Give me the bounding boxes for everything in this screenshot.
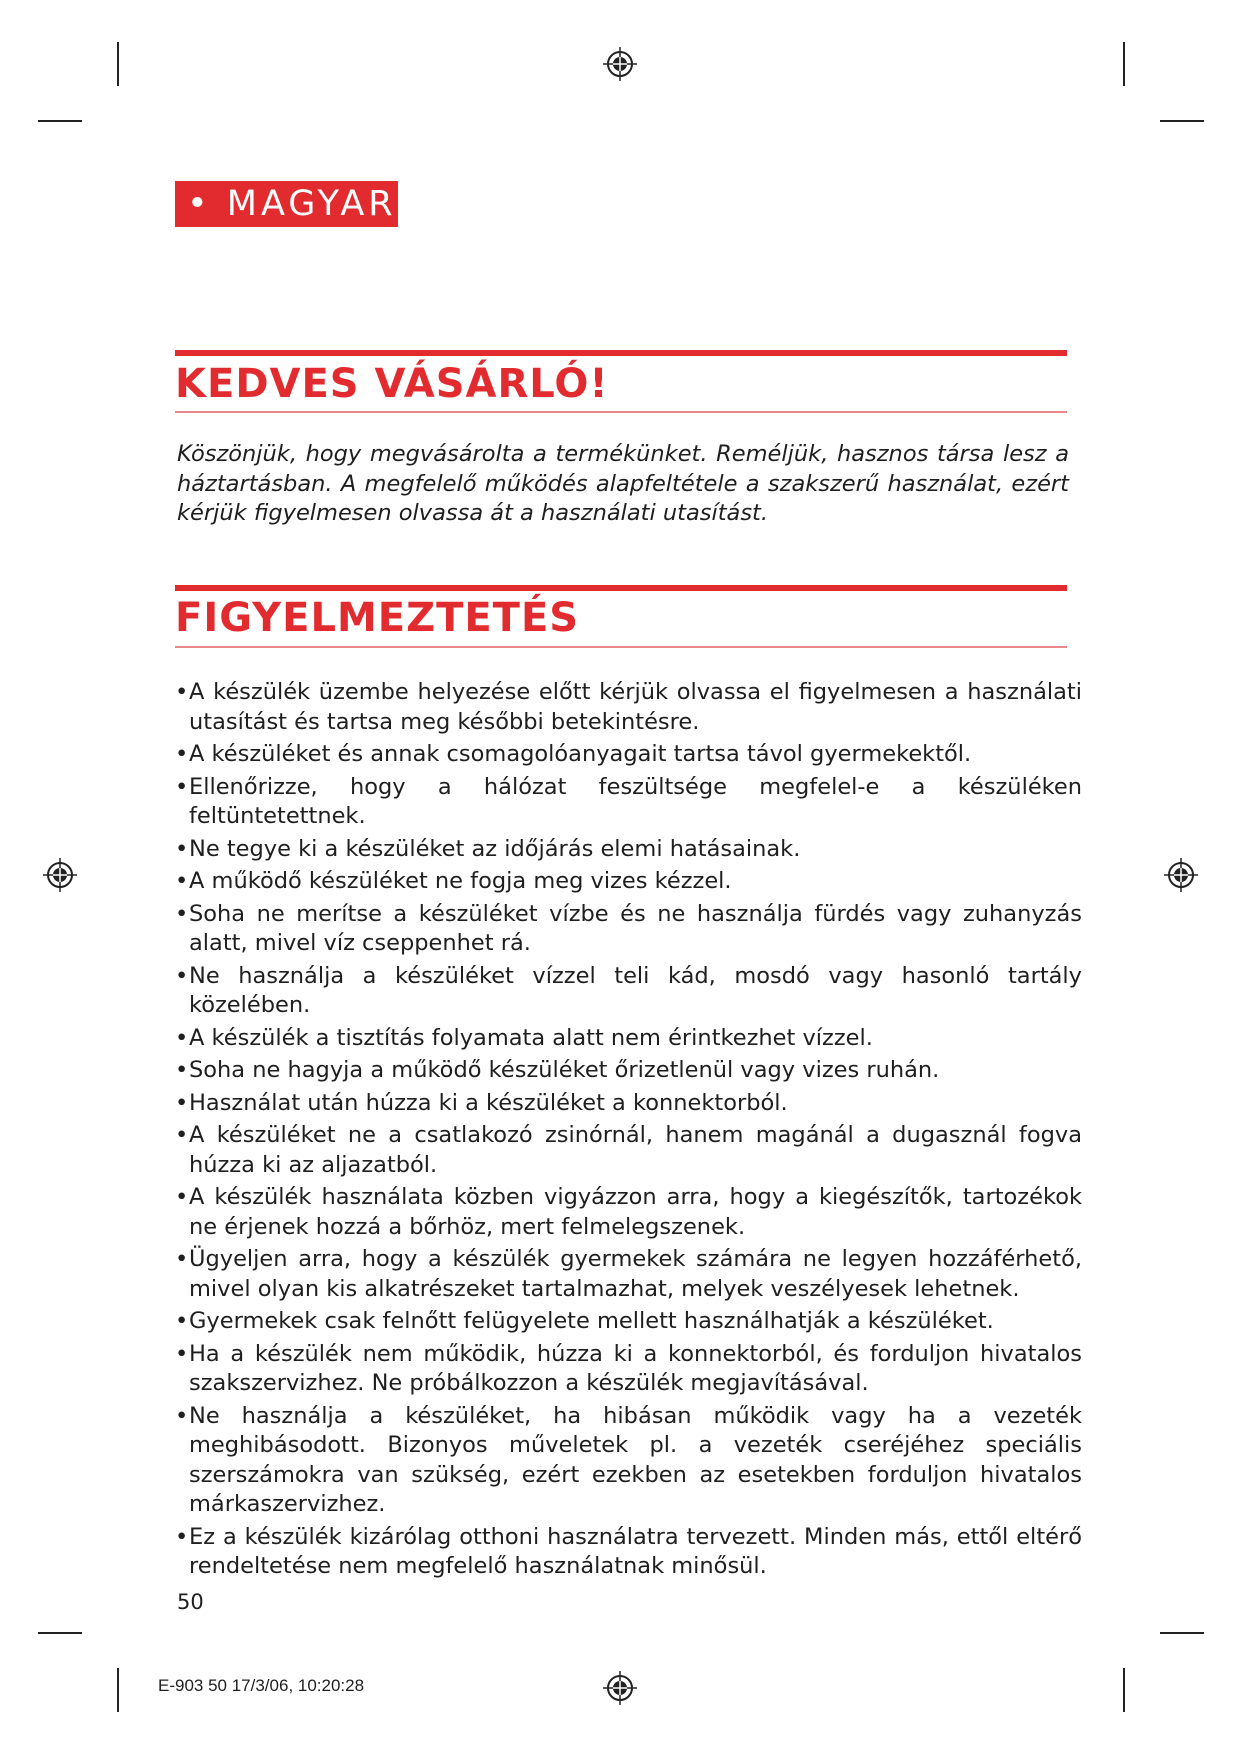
- page-number: 50: [177, 1590, 204, 1614]
- list-item-text: Soha ne merítse a készüléket vízbe és ne használja fürdés vagy zuhanyzás alatt, mivel víz cseppenhet rá.: [189, 900, 1082, 956]
- warning-heading: FIGYELMEZTETÉS: [175, 595, 580, 641]
- list-item-text: A működő készüléket ne fogja meg vizes kézzel.: [189, 868, 732, 894]
- bullet-glyph: •: [175, 679, 189, 705]
- bullet-glyph: •: [175, 900, 189, 927]
- list-item-text: Használat után húzza ki a készüléket a konnektorból.: [189, 1089, 788, 1116]
- crop-mark-bottom-left: [117, 1668, 119, 1712]
- crop-mark-top-right-h: [1160, 120, 1204, 122]
- print-footer: E-903 50 17/3/06, 10:20:28: [158, 1676, 365, 1695]
- list-item: [175, 1340, 1082, 1399]
- list-item-text: A készülék használata közben vigyázzon arra, hogy a kiegészítők, tartozékok ne érjenek hozzá a bőrhöz, mert felmelegszenek.: [189, 1184, 1082, 1240]
- list-item: [175, 678, 1082, 737]
- list-item-text: A készülék a tisztítás folyamata alatt nem érintkezhet vízzel.: [189, 1024, 873, 1051]
- registration-mark-icon: [602, 46, 638, 82]
- list-item-text: Soha ne hagyja a működő készüléket őrizetlenül vagy vizes ruhán.: [189, 1057, 940, 1083]
- bullet-glyph: •: [175, 1402, 189, 1429]
- crop-mark-top-left-h: [38, 120, 82, 122]
- bullet-glyph: •: [175, 1308, 189, 1334]
- list-item-text: Ügyeljen arra, hogy a készülék gyermekek számára ne legyen hozzáférhető, mivel olyan kis alkatrészeket tartalmazhat, melyek veszélyesek lehetnek.: [189, 1246, 1082, 1302]
- greeting-heading: KEDVES VÁSÁRLÓ!: [175, 361, 609, 407]
- list-item: [175, 773, 1082, 832]
- bullet-glyph: •: [175, 1122, 189, 1148]
- language-tag: • MAGYAR:: [175, 181, 398, 227]
- crop-mark-bottom-left-h: [38, 1632, 82, 1634]
- crop-mark-top-right: [1123, 42, 1125, 86]
- list-item-text: Ellenőrizze, hogy a hálózat feszültsége megfelel-e a készüléken feltüntetettnek.: [189, 773, 1082, 829]
- list-item-text: A készüléket ne a csatlakozó zsinórnál, hanem magánál a dugasznál fogva húzza ki az aljazatból.: [189, 1122, 1082, 1178]
- bullet-glyph: •: [175, 962, 189, 989]
- list-item: [175, 1121, 1082, 1180]
- section-rule-top: [175, 585, 1067, 591]
- greeting-paragraph: Köszönjük, hogy megvásárolta a termékünket. Reméljük, hasznos társa lesz a háztartásban. A megfelelő működés alapfeltétele a szakszerű használat, ezért kérjük figyelmesen olvassa át a használati utasítást.: [177, 441, 1069, 526]
- section-rule-top: [175, 350, 1067, 356]
- bullet-glyph: •: [175, 741, 189, 767]
- list-item: [175, 740, 1082, 770]
- list-item: [175, 1523, 1082, 1582]
- list-item-text: Ne használja a készüléket, ha hibásan működik vagy ha a vezeték meghibásodott. Bizonyos műveletek pl. a vezeték cseréjéhez speciális szerszámokra van szükség, ezért ezekben az esetekben forduljon hivatalos márkaszervizhez.: [189, 1402, 1082, 1517]
- list-item-text: Ez a készülék kizárólag otthoni használatra tervezett. Minden más, ettől eltérő rendeltetése nem megfelelő használatnak minősül.: [189, 1523, 1082, 1579]
- bullet-glyph: •: [175, 835, 189, 862]
- list-item: [175, 962, 1082, 1021]
- warning-list: [175, 675, 1082, 1582]
- list-item: [175, 1056, 1082, 1086]
- bullet-glyph: •: [175, 1089, 189, 1116]
- list-item-text: A készüléket és annak csomagolóanyagait tartsa távol gyermekektől.: [189, 741, 972, 767]
- list-item: [175, 1307, 1082, 1337]
- list-item: [175, 867, 1082, 897]
- section-rule-bottom: [175, 646, 1067, 648]
- list-item: [175, 1183, 1082, 1242]
- bullet-glyph: •: [175, 1184, 189, 1210]
- bullet-glyph: •: [175, 1057, 189, 1083]
- crop-mark-bottom-right: [1123, 1668, 1125, 1712]
- list-item-text: Ha a készülék nem működik, húzza ki a konnektorból, és forduljon hivatalos szakszervizhez. Ne próbálkozzon a készülék megjavításával.: [189, 1340, 1082, 1396]
- section-rule-bottom: [175, 411, 1067, 413]
- list-item: [175, 1402, 1082, 1520]
- bullet-glyph: •: [175, 773, 189, 800]
- list-item: [175, 900, 1082, 959]
- bullet-glyph: •: [175, 1523, 189, 1550]
- list-item-text: Gyermekek csak felnőtt felügyelete mellett használhatják a készüléket.: [189, 1308, 994, 1334]
- registration-mark-icon: [42, 857, 78, 893]
- list-item-text: A készülék üzembe helyezése előtt kérjük olvassa el figyelmesen a használati utasítást és tartsa meg későbbi betekintésre.: [189, 679, 1082, 735]
- bullet-glyph: •: [175, 1340, 189, 1367]
- list-item: [175, 1245, 1082, 1304]
- registration-mark-icon: [1163, 857, 1199, 893]
- registration-mark-icon: [602, 1670, 638, 1706]
- bullet-glyph: •: [175, 1246, 189, 1272]
- bullet-glyph: •: [175, 1024, 189, 1051]
- list-item-text: Ne tegye ki a készüléket az időjárás elemi hatásainak.: [189, 835, 801, 862]
- crop-mark-top-left: [117, 42, 119, 86]
- bullet-glyph: •: [175, 868, 189, 894]
- crop-mark-bottom-right-h: [1160, 1632, 1204, 1634]
- list-item: [175, 1089, 1082, 1119]
- list-item: [175, 1024, 1082, 1054]
- list-item-text: Ne használja a készüléket vízzel teli kád, mosdó vagy hasonló tartály közelében.: [189, 962, 1082, 1018]
- list-item: [175, 835, 1082, 865]
